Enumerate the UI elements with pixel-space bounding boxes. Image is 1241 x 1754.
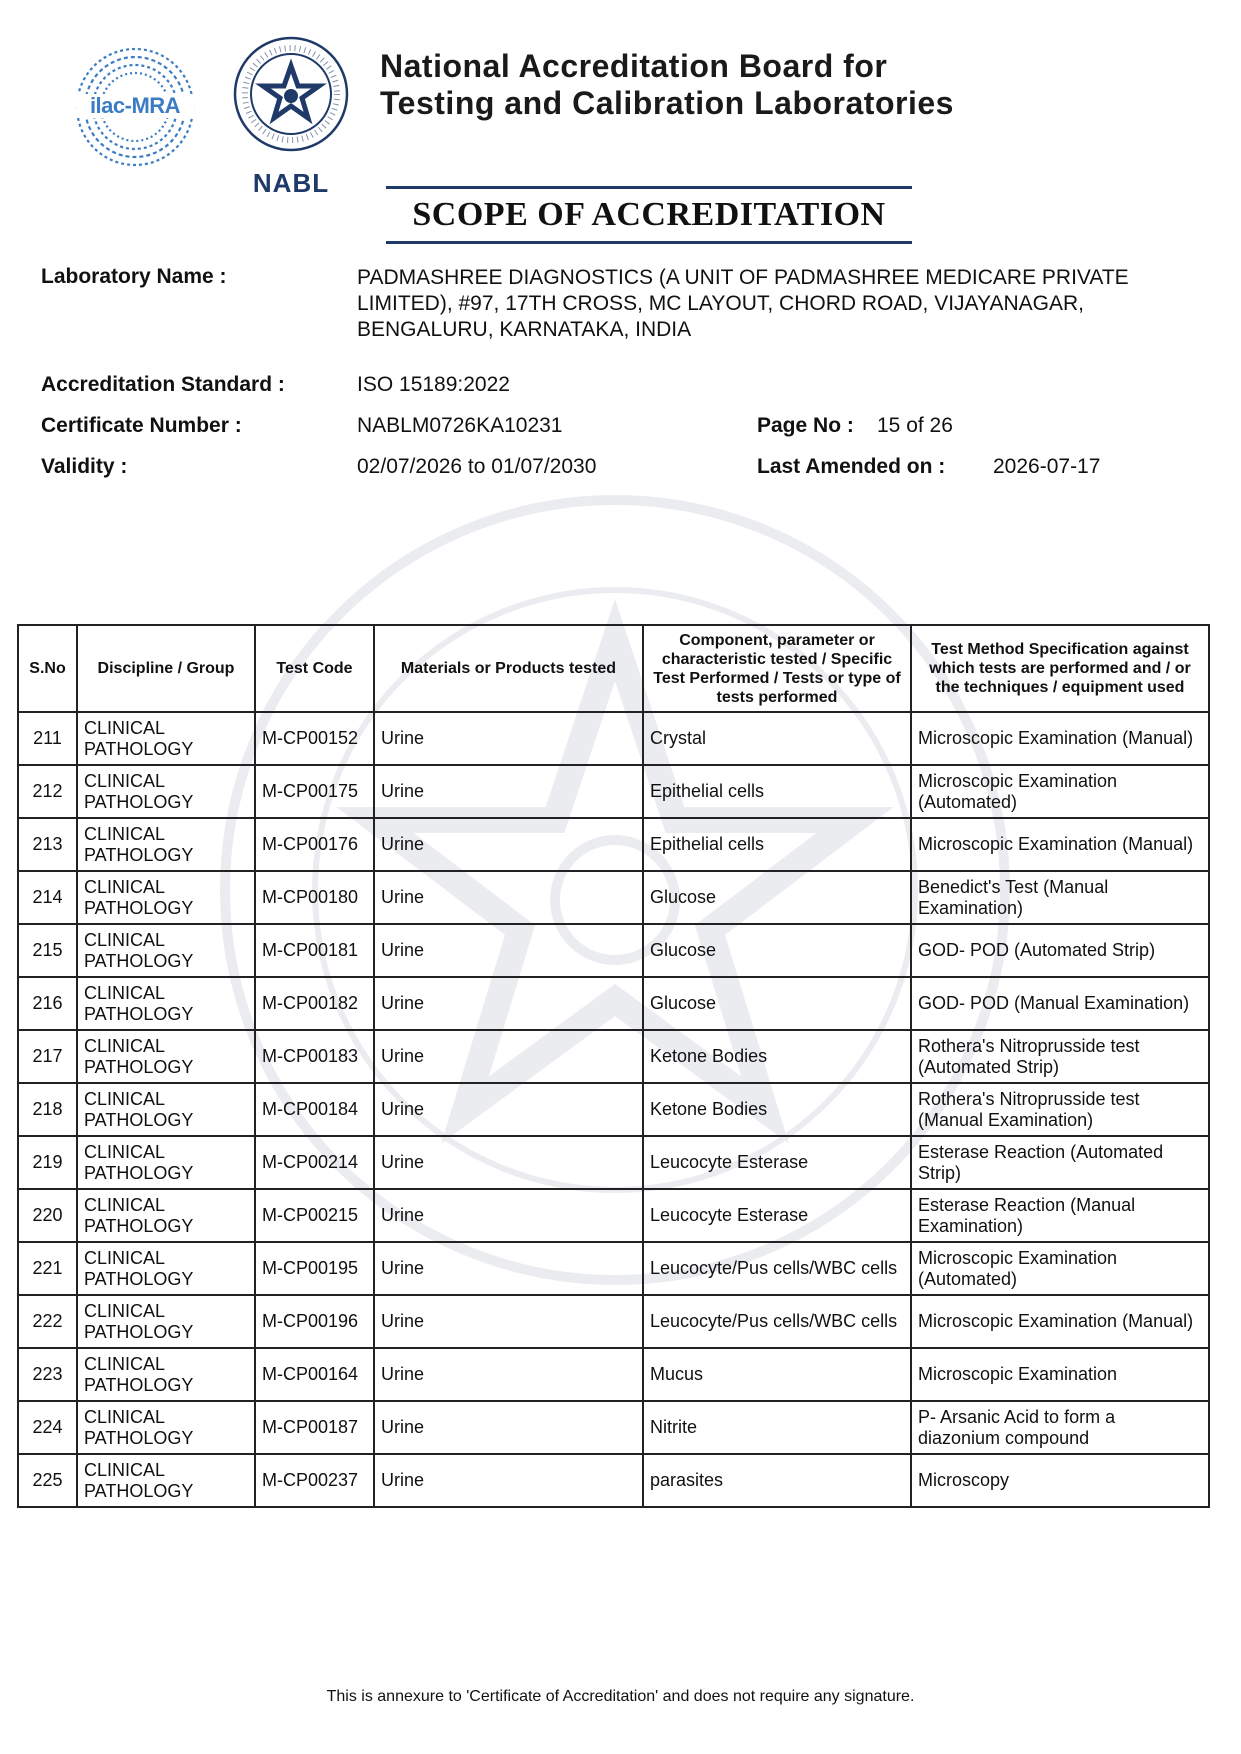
cell-sno: 215 [18,924,77,977]
organization-title [380,48,954,122]
cell-method: Microscopic Examination [911,1348,1209,1401]
cell-component: Glucose [643,924,911,977]
cell-method: Benedict's Test (Manual Examination) [911,871,1209,924]
cell-sno: 222 [18,1295,77,1348]
cell-sno: 221 [18,1242,77,1295]
cell-material: Urine [374,1242,643,1295]
cell-sno: 224 [18,1401,77,1454]
cell-sno: 214 [18,871,77,924]
cell-method: Microscopic Examination (Automated) [911,1242,1209,1295]
cell-component: Leucocyte/Pus cells/WBC cells [643,1295,911,1348]
cell-discipline: CLINICAL PATHOLOGY [77,712,255,765]
ilac-mra-logo [72,44,198,170]
cell-test-code: M-CP00196 [255,1295,374,1348]
cell-method: Rothera's Nitroprusside test (Manual Examination) [911,1083,1209,1136]
cell-discipline: CLINICAL PATHOLOGY [77,1401,255,1454]
last-amended-label: Last Amended on : [757,455,946,478]
table-row [18,1030,1209,1083]
table-row [18,765,1209,818]
cell-component: Leucocyte/Pus cells/WBC cells [643,1242,911,1295]
cell-sno: 225 [18,1454,77,1507]
cell-material: Urine [374,1295,643,1348]
cell-material: Urine [374,1083,643,1136]
table-header-row [18,625,1209,712]
cell-discipline: CLINICAL PATHOLOGY [77,818,255,871]
cell-material: Urine [374,977,643,1030]
scope-table [17,624,1210,1508]
cell-test-code: M-CP00152 [255,712,374,765]
cell-component: Crystal [643,712,911,765]
cell-material: Urine [374,924,643,977]
cell-discipline: CLINICAL PATHOLOGY [77,977,255,1030]
cell-sno: 211 [18,712,77,765]
cell-discipline: CLINICAL PATHOLOGY [77,1295,255,1348]
cell-test-code: M-CP00164 [255,1348,374,1401]
table-row [18,1454,1209,1507]
cell-discipline: CLINICAL PATHOLOGY [77,1030,255,1083]
document-title-box [386,186,912,244]
column-header-sno: S.No [18,625,77,712]
cell-method: GOD- POD (Manual Examination) [911,977,1209,1030]
document-title: SCOPE OF ACCREDITATION [412,196,886,233]
cell-material: Urine [374,765,643,818]
certificate-number-value: NABLM0726KA10231 [357,414,563,437]
cell-method: Esterase Reaction (Manual Examination) [911,1189,1209,1242]
lab-name-value: PADMASHREE DIAGNOSTICS (A UNIT OF PADMASHREE MEDICARE PRIVATE LIMITED), #97, 17TH CROSS, MC LAYOUT, CHORD ROAD, VIJAYANAGAR, BENGALURU, KARNATAKA, INDIA [357,266,1129,341]
column-header-materials: Materials or Products tested [374,625,643,712]
cell-test-code: M-CP00182 [255,977,374,1030]
cell-test-code: M-CP00187 [255,1401,374,1454]
cell-test-code: M-CP00237 [255,1454,374,1507]
cell-test-code: M-CP00184 [255,1083,374,1136]
cell-discipline: CLINICAL PATHOLOGY [77,1083,255,1136]
cell-test-code: M-CP00183 [255,1030,374,1083]
cell-discipline: CLINICAL PATHOLOGY [77,1242,255,1295]
validity-label: Validity : [41,455,128,478]
cell-method: Microscopic Examination (Manual) [911,712,1209,765]
cell-component: Epithelial cells [643,765,911,818]
column-header-discipline: Discipline / Group [77,625,255,712]
cell-component: Glucose [643,977,911,1030]
cell-test-code: M-CP00215 [255,1189,374,1242]
cell-discipline: CLINICAL PATHOLOGY [77,871,255,924]
cell-discipline: CLINICAL PATHOLOGY [77,1136,255,1189]
cell-test-code: M-CP00181 [255,924,374,977]
lab-name-label: Laboratory Name : [41,265,227,288]
table-row [18,1136,1209,1189]
cell-method: Microscopy [911,1454,1209,1507]
column-header-test-code: Test Code [255,625,374,712]
page-number-value: 15 of 26 [877,414,953,437]
cell-discipline: CLINICAL PATHOLOGY [77,1348,255,1401]
last-amended-value: 2026-07-17 [993,455,1101,478]
cell-method: Esterase Reaction (Automated Strip) [911,1136,1209,1189]
cell-discipline: CLINICAL PATHOLOGY [77,1189,255,1242]
table-row [18,871,1209,924]
cell-component: Glucose [643,871,911,924]
cell-method: P- Arsanic Acid to form a diazonium compound [911,1401,1209,1454]
table-row [18,1348,1209,1401]
svg-text:ilac-MRA: ilac-MRA [89,93,181,118]
certificate-number-label: Certificate Number : [41,414,242,437]
cell-test-code: M-CP00176 [255,818,374,871]
cell-material: Urine [374,1136,643,1189]
cell-material: Urine [374,712,643,765]
table-row [18,1295,1209,1348]
cell-component: Ketone Bodies [643,1083,911,1136]
table-row [18,1401,1209,1454]
cell-method: Rothera's Nitroprusside test (Automated Strip) [911,1030,1209,1083]
cell-sno: 220 [18,1189,77,1242]
cell-sno: 218 [18,1083,77,1136]
cell-component: Leucocyte Esterase [643,1189,911,1242]
cell-material: Urine [374,1030,643,1083]
cell-sno: 213 [18,818,77,871]
cell-component: Mucus [643,1348,911,1401]
nabl-logo [228,36,354,204]
page-number-label: Page No : [757,414,854,437]
cell-component: parasites [643,1454,911,1507]
cell-method: Microscopic Examination (Automated) [911,765,1209,818]
table-row [18,818,1209,871]
cell-discipline: CLINICAL PATHOLOGY [77,924,255,977]
table-row [18,977,1209,1030]
cell-method: Microscopic Examination (Manual) [911,1295,1209,1348]
cell-sno: 217 [18,1030,77,1083]
table-row [18,1083,1209,1136]
cell-sno: 216 [18,977,77,1030]
table-body [18,712,1209,1507]
cell-material: Urine [374,1189,643,1242]
cell-method: Microscopic Examination (Manual) [911,818,1209,871]
accreditation-standard-value: ISO 15189:2022 [357,373,510,396]
cell-component: Ketone Bodies [643,1030,911,1083]
column-header-method: Test Method Specification against which tests are performed and / or the techniques / equipment used [911,625,1209,712]
cell-sno: 212 [18,765,77,818]
svg-text:NABL: NABL [252,168,330,198]
column-header-component: Component, parameter or characteristic tested / Specific Test Performed / Tests or type of tests performed [643,625,911,712]
table-row [18,1242,1209,1295]
cell-material: Urine [374,1401,643,1454]
cell-component: Epithelial cells [643,818,911,871]
accreditation-standard-label: Accreditation Standard : [41,373,285,396]
cell-test-code: M-CP00175 [255,765,374,818]
cell-material: Urine [374,871,643,924]
table-row [18,1189,1209,1242]
cell-discipline: CLINICAL PATHOLOGY [77,765,255,818]
table-row [18,924,1209,977]
cell-discipline: CLINICAL PATHOLOGY [77,1454,255,1507]
organization-title-line2: Testing and Calibration Laboratories [380,85,954,121]
cell-test-code: M-CP00214 [255,1136,374,1189]
cell-test-code: M-CP00195 [255,1242,374,1295]
validity-value: 02/07/2026 to 01/07/2030 [357,455,597,478]
organization-title-line1: National Accreditation Board for [380,48,888,84]
cell-method: GOD- POD (Automated Strip) [911,924,1209,977]
cell-material: Urine [374,1348,643,1401]
cell-material: Urine [374,1454,643,1507]
cell-component: Leucocyte Esterase [643,1136,911,1189]
cell-sno: 219 [18,1136,77,1189]
cell-sno: 223 [18,1348,77,1401]
cell-test-code: M-CP00180 [255,871,374,924]
footer-note: This is annexure to 'Certificate of Accreditation' and does not require any signature. [326,1688,915,1705]
table-row [18,712,1209,765]
cell-component: Nitrite [643,1401,911,1454]
cell-material: Urine [374,818,643,871]
